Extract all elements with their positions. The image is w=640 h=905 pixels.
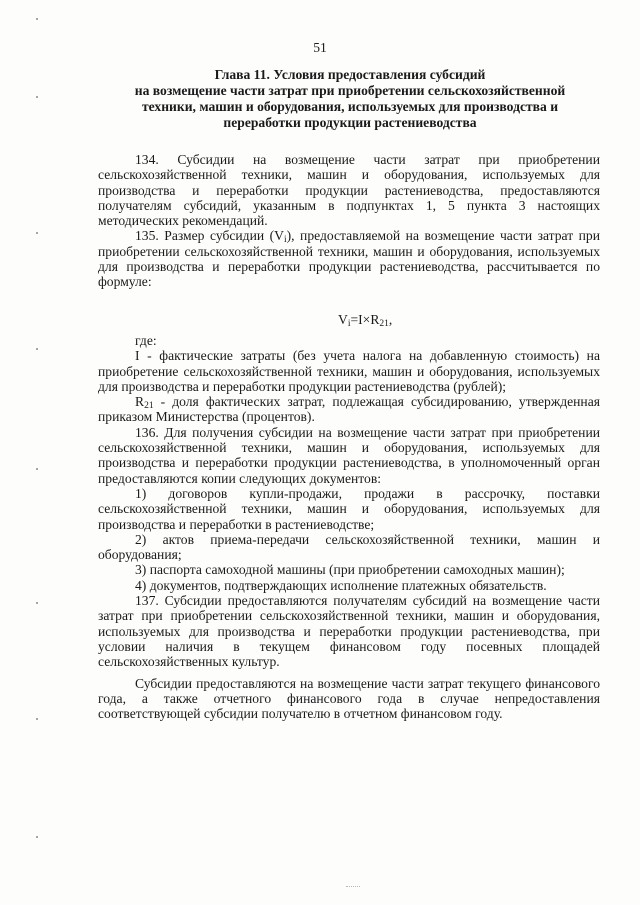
scan-margin-mark [36, 232, 38, 234]
paragraph-135-text: ), предоставляемой на возмещение части затрат при приобретении сельскохозяйственной техники, машин и оборудования, используемых для производства и переработки продукции растениеводства, рассчитывается по формуле: [98, 228, 600, 290]
paragraph-134: 134. Субсидии на возмещение части затрат при приобретении сельскохозяйственной техники, машин и оборудования, используемых для производства и переработки продукции растениеводства, предоставляются получателям субсидий, указанным в подпунктах 1, 5 пункта 3 настоящих методических рекомендаций. [98, 152, 600, 229]
definition-r21-text: - доля фактических затрат, подлежащая субсидированию, утвержденная приказом Министерства (процентов). [98, 394, 600, 425]
paragraph-136: 136. Для получения субсидии на возмещение части затрат при приобретении сельскохозяйственной техники, машин и оборудования, используемых для производства и переработки продукции растениеводства, в уполномоченный орган предоставляются копии следующих документов: [98, 424, 600, 486]
paragraph-137-continued: Субсидии предоставляются на возмещение части затрат текущего финансового года, а также отчетного финансового года в случае непредоставления соответствующей субсидии получателю в отчетном финансовом году. [98, 675, 600, 722]
formula-part: , [388, 311, 393, 327]
list-item-3: 3) паспорта самоходной машины (при приобретении самоходных машин); [135, 562, 565, 578]
definition-r21 [98, 394, 600, 425]
scan-bottom-mark [346, 886, 360, 889]
subscript: 21 [144, 401, 154, 412]
subscript: i [283, 235, 287, 246]
where-label: где: [135, 332, 157, 348]
chapter-title-line: переработки продукции растениеводства [223, 115, 477, 130]
scan-margin-mark [36, 468, 38, 470]
formula-part: V [338, 311, 348, 327]
chapter-title-line: техники, машин и оборудования, используемых для производства и [141, 99, 559, 114]
chapter-title-line: на возмещение части затрат при приобретении сельскохозяйственной [134, 83, 566, 98]
definition-r21-text: R [135, 394, 145, 410]
document-body [98, 152, 600, 721]
scan-margin-mark [36, 718, 38, 720]
paragraph-135 [98, 228, 600, 289]
list-item-1: 1) договоров купли-продажи, продажи в рассрочку, поставки сельскохозяйственной техники, машин и оборудования, используемых для производства и переработки в растениеводстве; [98, 485, 600, 532]
paragraph-137: 137. Субсидии предоставляются получателям субсидий на возмещение части затрат при приобретении сельскохозяйственной техники, машин и оборудования, используемых для производства и переработки продукции растениеводства, при условии наличия в текущем финансовом году посевных площадей сельскохозяйственных культур. [98, 593, 600, 670]
page-number: 51 [313, 40, 327, 55]
formula-part: =I×R [350, 311, 380, 327]
scan-margin-mark [36, 836, 38, 838]
scan-margin-mark [36, 18, 38, 20]
list-item-2: 2) актов приема-передачи сельскохозяйственной техники, машин и оборудования; [98, 531, 600, 563]
chapter-title-line: Глава 11. Условия предоставления субсидий [214, 67, 486, 82]
list-item-4: 4) документов, подтверждающих исполнение платежных обязательств. [135, 577, 547, 593]
scan-margin-mark [36, 602, 38, 604]
formula-subscript: 21 [379, 318, 389, 329]
formula-subscript: i [347, 318, 351, 329]
definition-i: I - фактические затраты (без учета налога на добавленную стоимость) на приобретение сельскохозяйственной техники, машин и оборудования, используемых для производства и переработки продукции растениеводства (рублей); [98, 348, 600, 394]
chapter-title [100, 67, 600, 131]
formula [98, 312, 600, 327]
scan-margin-mark [36, 348, 38, 350]
paragraph-135-text: 135. Размер субсидии (V [135, 228, 284, 244]
scan-margin-mark [36, 96, 38, 98]
